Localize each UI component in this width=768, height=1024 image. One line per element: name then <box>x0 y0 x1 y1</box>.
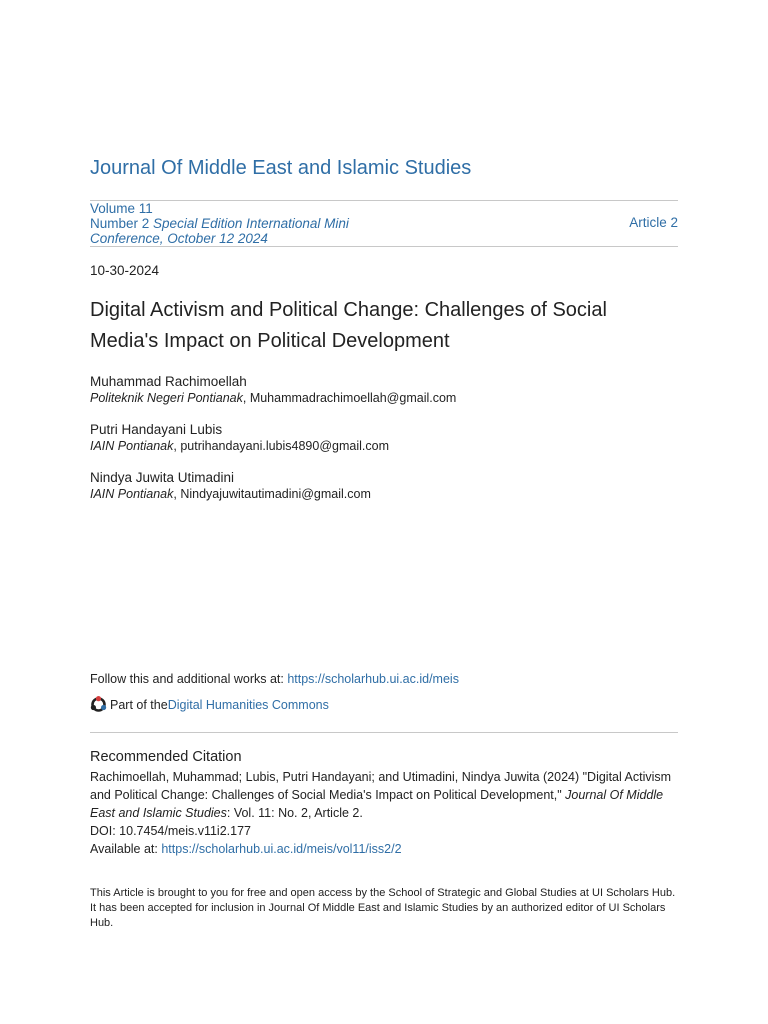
article-number-link[interactable]: Article 2 <box>629 215 678 230</box>
affiliation-name: Politeknik Negeri Pontianak <box>90 391 243 405</box>
follow-url-link[interactable]: https://scholarhub.ui.ac.id/meis <box>287 672 459 686</box>
author-email: , Nindyajuwitautimadini@gmail.com <box>173 487 371 501</box>
citation-doi: DOI: 10.7454/meis.v11i2.177 <box>90 824 251 838</box>
author-name: Nindya Juwita Utimadini <box>90 470 235 485</box>
author-affiliation <box>90 438 678 454</box>
publication-date: 10-30-2024 <box>90 263 160 278</box>
author-block <box>90 421 678 454</box>
author-affiliation <box>90 486 678 502</box>
affiliation-name: IAIN Pontianak <box>90 439 174 453</box>
author-name: Muhammad Rachimoellah <box>90 374 247 389</box>
available-url-link[interactable]: https://scholarhub.ui.ac.id/meis/vol11/iss2/2 <box>161 842 402 856</box>
author-block <box>90 469 678 502</box>
recommended-citation <box>90 768 678 858</box>
digital-humanities-commons-link[interactable]: Digital Humanities Commons <box>167 697 329 712</box>
citation-divider <box>90 732 678 733</box>
citation-volume: : Vol. 11: No. 2, Article 2. <box>226 806 363 820</box>
affiliation-name: IAIN Pontianak <box>90 487 174 501</box>
bottom-divider <box>90 246 678 247</box>
issue-info <box>90 201 678 245</box>
volume-link[interactable]: Volume 11 <box>90 201 153 216</box>
journal-title-link[interactable]: Journal Of Middle East and Islamic Studies <box>90 157 472 179</box>
citation-text: Rachimoellah, Muhammad; Lubis, Putri Handayani; and Utimadini, Nindya Juwita (2024) "Digital Activism and Political Change: Challenges of Social Media's Impact on Political Development," <box>90 770 672 802</box>
follow-label: Follow this and additional works at: <box>90 672 288 686</box>
open-access-note: This Article is brought to you for free and open access by the School of Strategic and Global Studies at UI Scholars Hub. It has been accepted for inclusion in Journal Of Middle East and Islamic Studies by an authorized editor of UI Scholars Hub. <box>90 887 676 929</box>
edition-line-1: Special Edition International Mini <box>153 216 349 231</box>
author-affiliation <box>90 390 678 406</box>
part-of-label: Part of the <box>110 697 168 712</box>
citation-journal: Journal Of Middle East and Islamic Studies <box>90 788 664 820</box>
commons-network-icon <box>90 696 107 713</box>
edition-line-2: Conference, October 12 2024 <box>90 231 268 246</box>
author-block <box>90 373 678 406</box>
available-label: Available at: <box>90 842 162 856</box>
recommended-citation-heading: Recommended Citation <box>90 749 242 765</box>
issue-number: Number 2 <box>90 216 150 231</box>
author-email: , Muhammadrachimoellah@gmail.com <box>242 391 457 405</box>
follow-line <box>90 672 459 686</box>
issue-number-link[interactable] <box>90 216 678 231</box>
part-of-line <box>90 696 329 713</box>
edition-line-2-row[interactable] <box>90 231 678 246</box>
author-name: Putri Handayani Lubis <box>90 422 223 437</box>
author-email: , putrihandayani.lubis4890@gmail.com <box>173 439 389 453</box>
article-title: Digital Activism and Political Change: Challenges of Social Media's Impact on Political Development <box>90 299 607 352</box>
